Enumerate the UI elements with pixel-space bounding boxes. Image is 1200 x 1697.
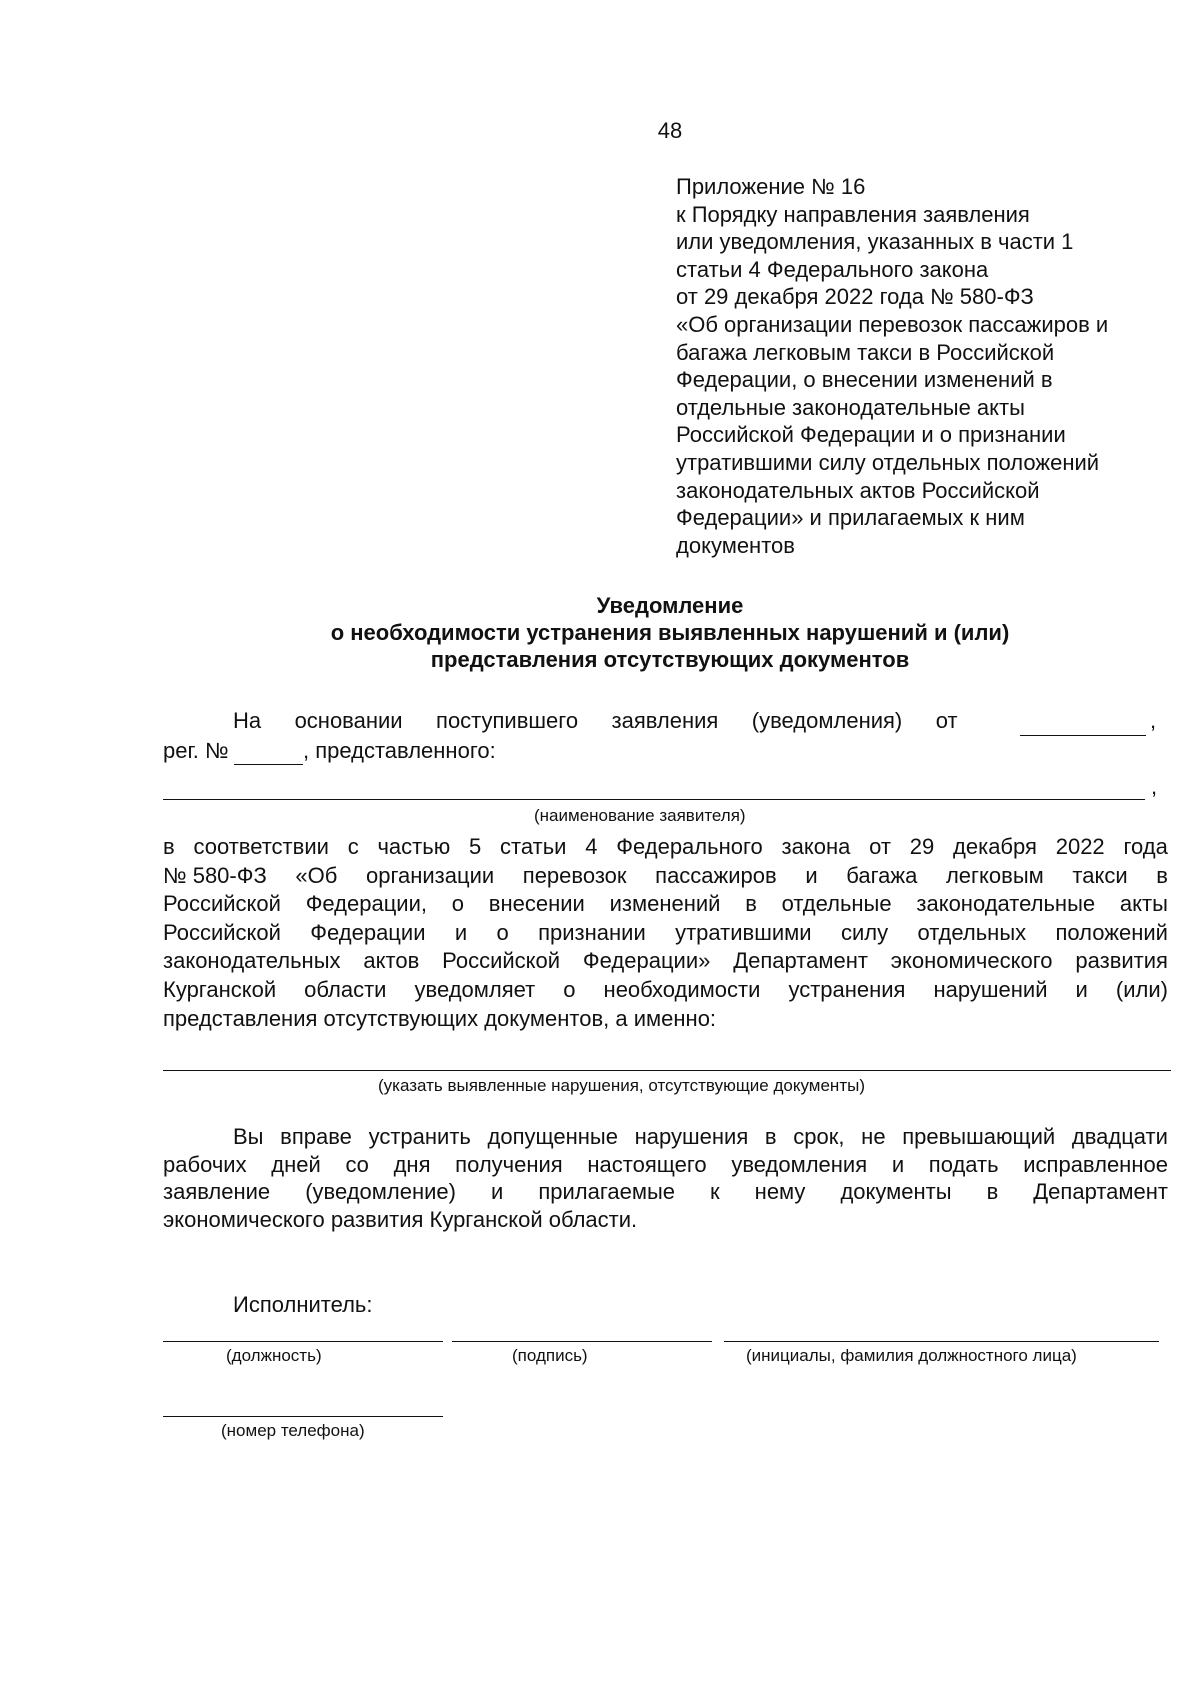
word: допущенные: [487, 1124, 618, 1149]
word: года: [1123, 834, 1168, 859]
document-title: [160, 592, 1180, 673]
word: и: [454, 919, 468, 945]
word: развития: [1075, 948, 1168, 974]
word: актов: [363, 948, 420, 974]
intro-word: (уведомления): [751, 708, 903, 733]
word: Российской: [163, 891, 281, 917]
appendix-block: [676, 173, 1176, 559]
applicant-name-line[interactable]: [163, 799, 1145, 800]
word: о: [451, 891, 465, 917]
word: получения: [455, 1151, 563, 1177]
word: в: [764, 1124, 777, 1149]
appendix-line: статьи 4 Федерального закона: [676, 256, 989, 282]
position-caption: (должность): [226, 1346, 322, 1365]
deadline-paragraph: [163, 1123, 1168, 1233]
word: декабря: [953, 834, 1037, 859]
paragraph-line: [163, 1178, 1168, 1206]
word: частью: [377, 834, 451, 859]
word: области: [304, 976, 387, 1002]
reg-number-prefix: рег. №: [163, 738, 229, 763]
applicant-comma: ,: [1151, 774, 1158, 799]
appendix-line: утратившими силу отдельных положений: [676, 449, 1100, 475]
paragraph-line: [163, 919, 1168, 948]
word: изменений: [609, 891, 721, 917]
intro-words: [233, 708, 1171, 734]
word: о: [496, 919, 509, 945]
paragraph-line: [163, 976, 1168, 1005]
word: силу: [840, 919, 889, 945]
word: дня: [393, 1151, 431, 1177]
word: статьи: [500, 834, 567, 859]
word: о: [563, 976, 576, 1002]
word: и: [805, 862, 818, 888]
executor-label: Исполнитель:: [233, 1292, 373, 1317]
word: нарушений: [933, 976, 1048, 1002]
date-comma: ,: [1150, 708, 1157, 733]
word: № 580-ФЗ: [163, 862, 267, 888]
phone-caption: (номер телефона): [221, 1421, 365, 1440]
word: «Об: [295, 862, 338, 888]
word: (или): [1115, 976, 1168, 1002]
appendix-line: «Об организации перевозок пассажиров и: [676, 311, 1109, 337]
word: прилагаемые: [538, 1179, 676, 1204]
word: законодательных: [163, 948, 341, 974]
violations-caption: (указать выявленные нарушения, отсутствующие документы): [378, 1076, 865, 1095]
paragraph-last-line: экономического развития Курганской области.: [163, 1206, 638, 1232]
word: отдельные: [781, 891, 892, 917]
signature-line[interactable]: [452, 1341, 712, 1342]
appendix-line: документов: [676, 532, 795, 558]
intro-word: поступившего: [436, 708, 579, 733]
word: к: [710, 1179, 720, 1204]
word: признании: [538, 919, 646, 945]
word: от: [869, 834, 891, 859]
appendix-line: или уведомления, указанных в части 1: [676, 229, 1074, 255]
word: вправе: [280, 1124, 352, 1149]
word: легковым: [945, 862, 1044, 888]
word: Вы: [233, 1124, 264, 1149]
signature-caption: (подпись): [512, 1346, 588, 1365]
word: Департамент: [1033, 1179, 1168, 1204]
word: в: [163, 834, 175, 859]
word: не: [861, 1124, 886, 1149]
title-line: о необходимости устранения выявленных нарушений и (или): [330, 620, 1010, 645]
word: Федерации: [310, 919, 426, 945]
name-line[interactable]: [724, 1341, 1159, 1342]
intro-word: от: [935, 708, 958, 733]
word: дней: [271, 1151, 321, 1177]
appendix-line: Приложение № 16: [676, 174, 866, 199]
paragraph-line: [163, 862, 1168, 891]
paragraph-line: [163, 1123, 1168, 1151]
reg-number-suffix: , представленного:: [303, 738, 496, 763]
appendix-line: Федерации» и прилагаемых к ним: [676, 505, 1025, 531]
word: нему: [754, 1179, 806, 1204]
paragraph-last-line: представления отсутствующих документов, а именно:: [163, 1005, 717, 1031]
paragraph-line: [163, 947, 1168, 976]
word: устранения: [788, 976, 906, 1002]
appendix-line: отдельные законодательные акты: [676, 394, 1025, 420]
word: утратившими: [675, 919, 812, 945]
word: превышающий: [902, 1124, 1056, 1149]
word: и: [491, 1179, 504, 1204]
title-line: Уведомление: [596, 593, 744, 618]
word: уведомляет: [414, 976, 536, 1002]
phone-line[interactable]: [163, 1416, 443, 1417]
word: и: [891, 1151, 905, 1177]
word: устранить: [368, 1124, 471, 1149]
appendix-line: Федерации, о внесении изменений в: [676, 367, 1053, 393]
word: нарушения: [634, 1124, 749, 1149]
word: документы: [840, 1179, 952, 1204]
word: Российской: [163, 919, 281, 945]
word: перевозок: [522, 862, 627, 888]
word: соответствии: [193, 834, 329, 859]
word: Департамент: [733, 948, 868, 974]
violations-line[interactable]: [163, 1070, 1171, 1071]
word: Федерации»: [582, 948, 711, 974]
word: законодательные: [916, 891, 1096, 917]
word: заявление: [163, 1179, 271, 1204]
appendix-line: Российской Федерации и о признании: [676, 422, 1066, 448]
paragraph-line: [163, 833, 1168, 862]
word: 5: [469, 834, 482, 859]
word: Федерального: [616, 834, 763, 859]
word: 4: [585, 834, 598, 859]
position-line[interactable]: [163, 1341, 443, 1342]
word: акты: [1119, 891, 1168, 917]
word: со: [345, 1151, 369, 1177]
date-blank-line[interactable]: [1020, 735, 1146, 736]
intro-word: основании: [294, 708, 403, 733]
word: двадцати: [1071, 1124, 1168, 1149]
appendix-line: к Порядку направления заявления: [676, 201, 1030, 227]
word: с: [347, 834, 359, 859]
word: экономического: [890, 948, 1053, 974]
appendix-line: от 29 декабря 2022 года № 580-ФЗ: [676, 284, 1034, 310]
word: Федерации,: [305, 891, 427, 917]
title-line: представления отсутствующих документов: [430, 647, 910, 672]
word: срок,: [793, 1124, 845, 1149]
word: необходимости: [603, 976, 761, 1002]
word: пассажиров: [655, 862, 777, 888]
word: (уведомление): [305, 1179, 456, 1204]
name-caption: (инициалы, фамилия должностного лица): [746, 1346, 1077, 1365]
word: настоящего: [587, 1151, 707, 1177]
intro-word: На: [233, 708, 262, 733]
word: подать: [928, 1151, 999, 1177]
word: 29: [909, 834, 935, 859]
reg-number-blank-line[interactable]: [234, 764, 303, 765]
word: Российской: [442, 948, 561, 974]
word: багажа: [846, 862, 918, 888]
word: закона: [781, 834, 851, 859]
word: в: [986, 1179, 999, 1204]
appendix-line: багажа легковым такси в Российской: [676, 339, 1055, 365]
word: уведомления: [731, 1151, 868, 1177]
word: такси: [1072, 862, 1128, 888]
appendix-line: законодательных актов Российской: [676, 477, 1040, 503]
word: отдельных: [917, 919, 1027, 945]
paragraph-line: [163, 1151, 1168, 1179]
word: рабочих: [163, 1151, 247, 1177]
word: в: [745, 891, 757, 917]
word: организации: [365, 862, 495, 888]
word: Курганской: [163, 976, 277, 1002]
word: положений: [1055, 919, 1168, 945]
intro-line-1: [233, 708, 1171, 734]
word: внесении: [488, 891, 585, 917]
word: исправленное: [1023, 1151, 1168, 1177]
main-paragraph: [163, 833, 1168, 1033]
applicant-caption: (наименование заявителя): [534, 806, 746, 825]
page-number: 48: [657, 118, 683, 143]
word: и: [1075, 976, 1088, 1002]
paragraph-line: [163, 890, 1168, 919]
word: 2022: [1055, 834, 1105, 859]
word: в: [1156, 862, 1168, 888]
intro-word: заявления: [611, 708, 719, 733]
